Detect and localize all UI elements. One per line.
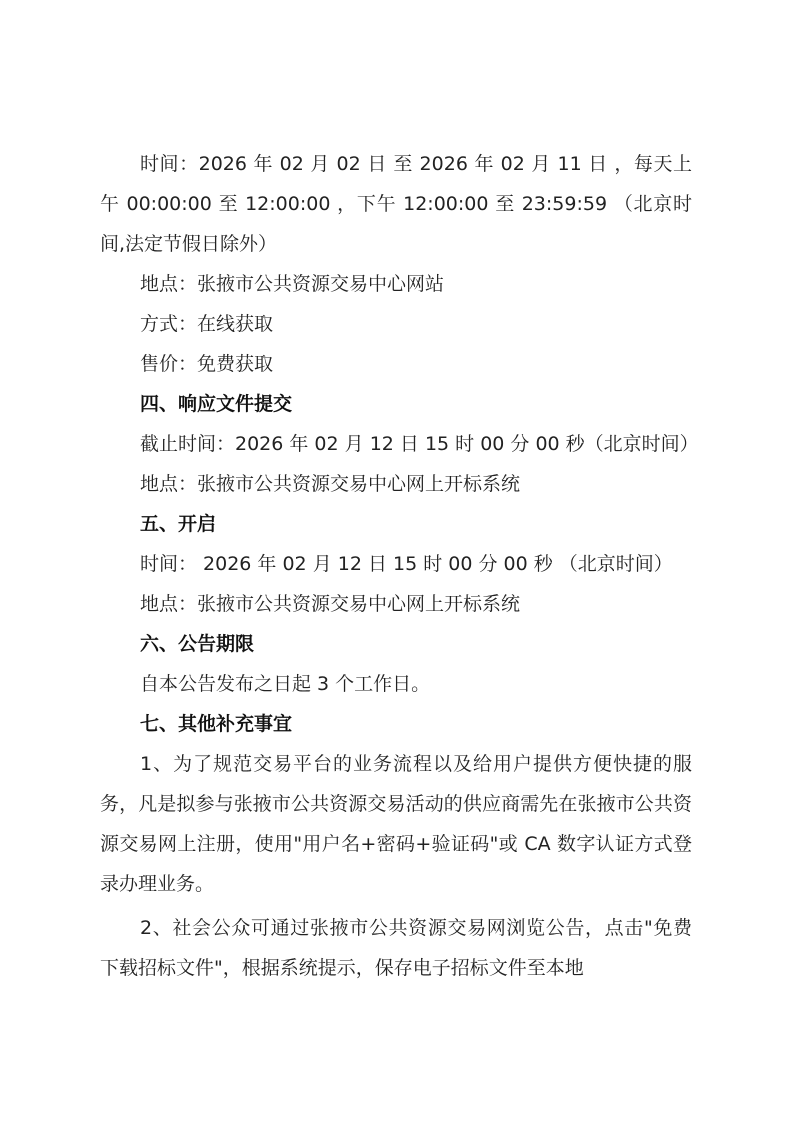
- supplement-item-1: 1、为了规范交易平台的业务流程以及给用户提供方便快捷的服务，凡是拟参与张掖市公共资源交易活动的供应商需先在张掖市公共资源交易网上注册，使用"用户名+密码+验证码"或 CA 数字认证方式登录办理业务。: [100, 753, 692, 895]
- acquisition-time-text: 时间：2026 年 02 月 02 日 至 2026 年 02 月 11 日 ，每天上午 00:00:00 至 12:00:00 ，下午 12:00:00 至 23:59:59 （北京时间,法定节假日除外）: [100, 153, 692, 255]
- section-5-heading: 五、开启: [140, 513, 217, 535]
- opening-place-text: 地点：张掖市公共资源交易中心网上开标系统: [140, 593, 521, 615]
- section-7-heading: 七、其他补充事宜: [140, 713, 293, 735]
- announcement-period-text: 自本公告发布之日起 3 个工作日。: [140, 673, 431, 695]
- acquisition-price-text: 售价：免费获取: [140, 353, 274, 375]
- submission-place-text: 地点：张掖市公共资源交易中心网上开标系统: [140, 473, 521, 495]
- submission-deadline-text: 截止时间：2026 年 02 月 12 日 15 时 00 分 00 秒（北京时间）: [140, 433, 699, 455]
- supplement-item-2: 2、社会公众可通过张掖市公共资源交易网浏览公告，点击"免费下载招标文件"，根据系统提示，保存电子招标文件至本地: [100, 917, 692, 979]
- section-6-heading: 六、公告期限: [140, 633, 255, 655]
- acquisition-place-text: 地点：张掖市公共资源交易中心网站: [140, 273, 445, 295]
- document-body: [100, 144, 699, 988]
- acquisition-method-text: 方式：在线获取: [140, 313, 274, 335]
- section-4-heading: 四、响应文件提交: [140, 393, 293, 415]
- opening-time-text: 时间： 2026 年 02 月 12 日 15 时 00 分 00 秒 （北京时间）: [140, 553, 673, 575]
